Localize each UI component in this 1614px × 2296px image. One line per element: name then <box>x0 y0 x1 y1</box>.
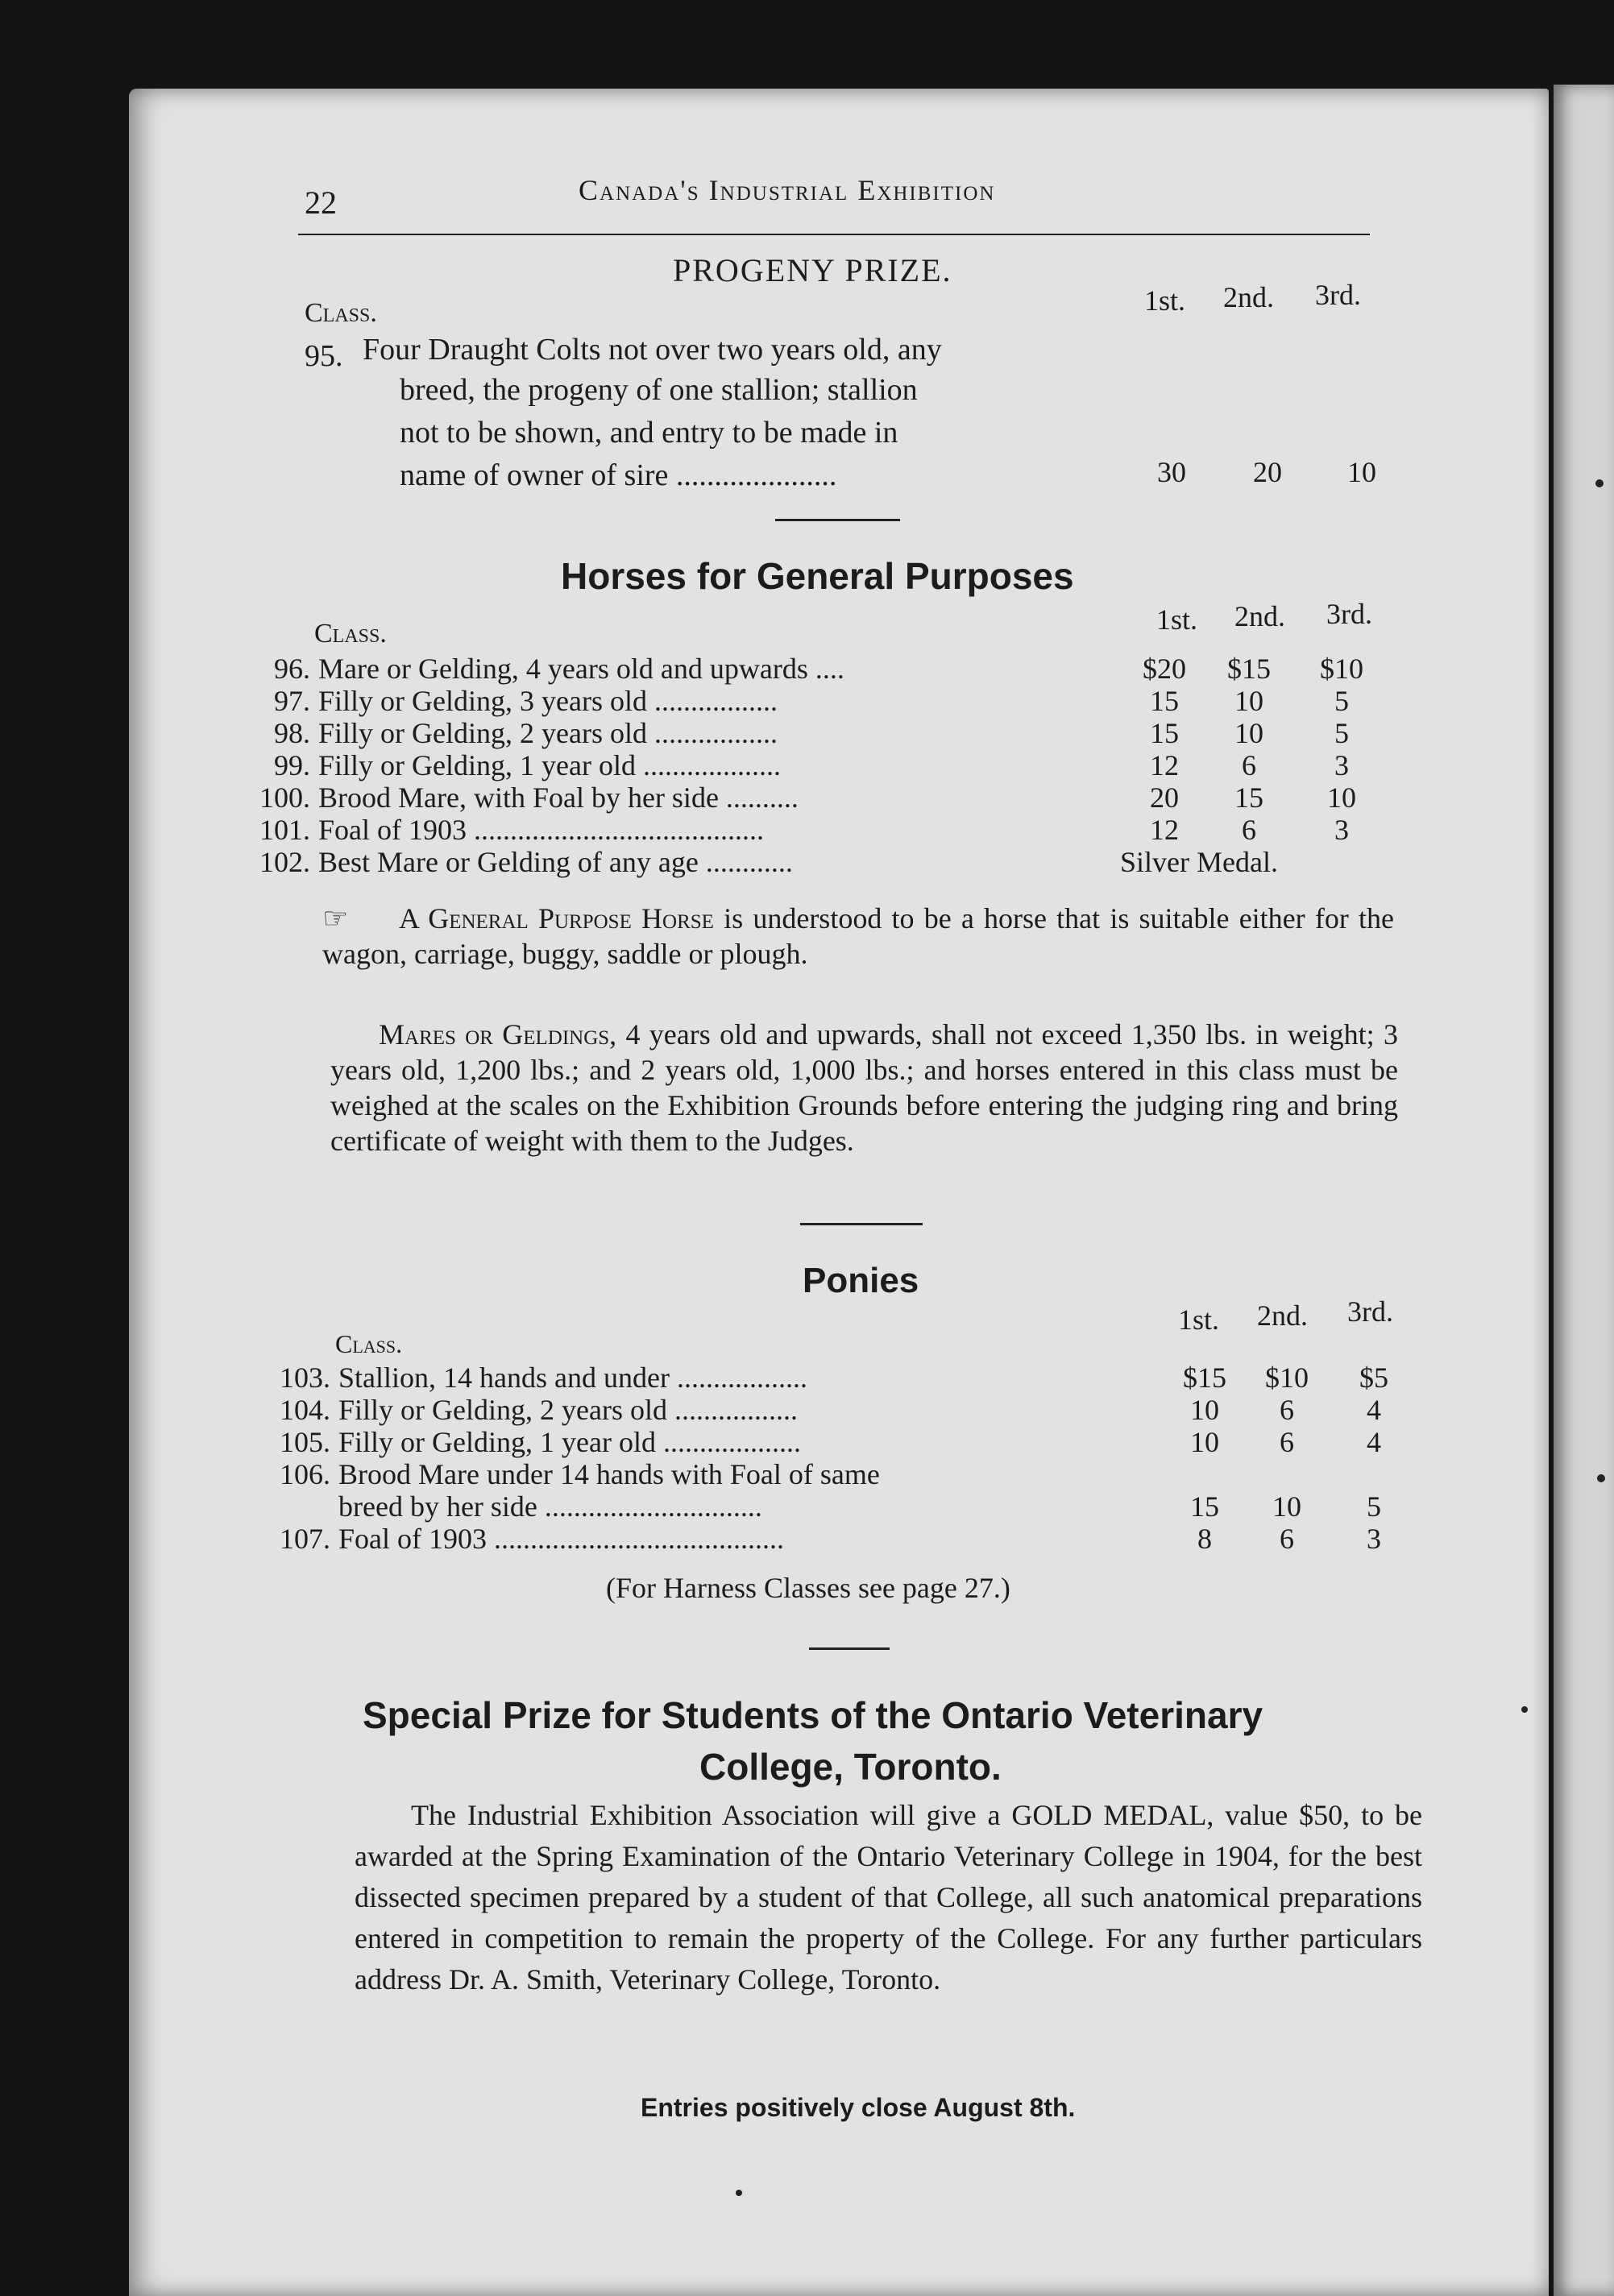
class-description: Filly or Gelding, 1 year old ................... <box>338 1426 801 1458</box>
class-description: Best Mare or Gelding of any age ............ <box>318 846 793 878</box>
class-description: Brood Mare under 14 hands with Foal of same <box>338 1458 880 1490</box>
class-description: Foal of 1903 ........................................ <box>338 1523 784 1555</box>
prize-2nd: 10 <box>1234 717 1263 749</box>
prize-3rd: 5 <box>1334 685 1349 717</box>
progeny-line-2: breed, the progeny of one stallion; stallion <box>400 373 918 407</box>
prize-row <box>242 748 1349 783</box>
progeny-prize-2nd: 20 <box>1253 456 1282 488</box>
prize-1st: 12 <box>1150 814 1179 846</box>
prize-1st: Silver Medal. <box>1120 846 1278 878</box>
class-description: Mare or Gelding, 4 years old and upwards .... <box>318 653 844 685</box>
class-number: 99. <box>274 749 310 781</box>
class-number: 101. <box>259 814 310 846</box>
ponies-col-3rd: 3rd. <box>1347 1295 1393 1328</box>
progeny-class-label: Class. <box>305 298 377 328</box>
class-number: 103. <box>280 1361 330 1394</box>
prize-3rd: 3 <box>1367 1523 1381 1555</box>
prize-1st: 10 <box>1190 1394 1219 1426</box>
scan-speck <box>1597 1474 1605 1482</box>
class-number: 105. <box>280 1426 330 1458</box>
progeny-line-3: not to be shown, and entry to be made in <box>400 416 898 450</box>
class-number: 96. <box>274 653 310 685</box>
running-title: Canada's Industrial Exhibition <box>579 174 996 206</box>
prize-2nd: 6 <box>1242 814 1256 846</box>
section-divider-2 <box>800 1223 923 1225</box>
prize-3rd: $10 <box>1320 653 1363 685</box>
class-number: 102. <box>259 846 310 878</box>
prize-2nd: 6 <box>1242 749 1256 781</box>
class-number: 107. <box>280 1523 330 1555</box>
closing-notice: Entries positively close August 8th. <box>641 2093 1076 2122</box>
class-description: Filly or Gelding, 3 years old ................. <box>318 685 778 717</box>
section-divider-3 <box>809 1647 890 1650</box>
special-title-line-1: Special Prize for Students of the Ontario Veterinary <box>363 1694 1263 1736</box>
prize-1st: 15 <box>1190 1490 1219 1523</box>
prize-3rd: 4 <box>1367 1426 1381 1458</box>
ponies-class-label: Class. <box>335 1329 403 1358</box>
class-number: 98. <box>274 717 310 749</box>
special-title-line-2: College, Toronto. <box>699 1746 1002 1788</box>
scan-speck <box>736 2190 742 2196</box>
class-description: Filly or Gelding, 1 year old ................... <box>318 749 781 781</box>
progeny-col-3rd: 3rd. <box>1315 279 1361 311</box>
progeny-col-1st: 1st. <box>1144 284 1186 317</box>
prize-1st: 10 <box>1190 1426 1219 1458</box>
general-col-3rd: 3rd. <box>1326 598 1372 630</box>
class-description: Filly or Gelding, 2 years old ................. <box>318 717 778 749</box>
prize-3rd: 3 <box>1334 749 1349 781</box>
ponies-col-2nd: 2nd. <box>1257 1299 1308 1332</box>
progeny-class-number: 95. <box>305 339 343 373</box>
weights-body: 4 years old and upwards, shall not exceed 1,350 lbs. in weight; 3 years old, 1,200 lbs.; and 2 years old, 1,000 lbs.; and horses entered in this class must be weighed at the scales on the Exhibition Grounds before entering the judging ring and bring certificate of weight with them to the Judges. <box>330 1018 1398 1157</box>
prize-1st: 20 <box>1150 781 1179 814</box>
class-description: Filly or Gelding, 2 years old ................. <box>338 1394 798 1426</box>
prize-2nd: 10 <box>1272 1490 1301 1523</box>
prize-2nd: 6 <box>1280 1523 1294 1555</box>
facing-page-edge <box>1554 85 1614 2296</box>
special-body <box>355 1795 1422 2000</box>
prize-3rd: 10 <box>1327 781 1356 814</box>
prize-3rd: 3 <box>1334 814 1349 846</box>
weights-paragraph <box>330 1017 1398 1158</box>
class-description: breed by her side .............................. <box>338 1490 762 1523</box>
prize-row <box>262 1521 1381 1556</box>
progeny-prize-3rd: 10 <box>1347 456 1376 488</box>
scan-speck <box>1595 479 1604 487</box>
prize-row <box>242 715 1349 751</box>
prize-2nd: 15 <box>1234 781 1263 814</box>
prize-1st: 15 <box>1150 685 1179 717</box>
class-number: 100. <box>259 781 310 814</box>
prize-row <box>262 1457 1358 1492</box>
note-body: is understood to be a horse that is suitable either for the wagon, carriage, buggy, saddle or plough. <box>322 902 1394 970</box>
prize-2nd: 10 <box>1234 685 1263 717</box>
prize-3rd: 4 <box>1367 1394 1381 1426</box>
scan-speck <box>1521 1706 1528 1713</box>
prize-1st: $20 <box>1143 653 1186 685</box>
prize-1st: $15 <box>1183 1361 1226 1394</box>
note-lead: A General Purpose Horse <box>399 902 714 935</box>
page-number: 22 <box>305 184 337 221</box>
general-purpose-note <box>322 901 1394 972</box>
prize-1st: 8 <box>1197 1523 1212 1555</box>
general-col-2nd: 2nd. <box>1234 600 1285 632</box>
prize-2nd: $15 <box>1227 653 1271 685</box>
class-number: 106. <box>280 1458 330 1490</box>
prize-row <box>242 844 1338 880</box>
weights-lead: Mares or Geldings, <box>379 1018 617 1051</box>
prize-row <box>262 1392 1381 1428</box>
prize-row <box>242 812 1349 848</box>
progeny-title: PROGENY PRIZE. <box>673 252 952 288</box>
prize-3rd: 5 <box>1367 1490 1381 1523</box>
prize-1st: 15 <box>1150 717 1179 749</box>
prize-1st: 12 <box>1150 749 1179 781</box>
prize-row <box>242 780 1356 815</box>
progeny-line-1: Four Draught Colts not over two years old, any <box>363 333 942 367</box>
pointing-hand-icon: ☞ <box>322 902 349 935</box>
progeny-col-2nd: 2nd. <box>1223 281 1274 313</box>
class-description: Brood Mare, with Foal by her side .......... <box>318 781 799 814</box>
prize-2nd: 6 <box>1280 1426 1294 1458</box>
ponies-title: Ponies <box>803 1261 919 1300</box>
prize-row <box>262 1424 1381 1460</box>
general-purposes-title: Horses for General Purposes <box>561 555 1074 597</box>
general-col-1st: 1st. <box>1156 603 1198 636</box>
section-divider-1 <box>775 519 900 521</box>
prize-row <box>242 651 1363 686</box>
harness-note: (For Harness Classes see page 27.) <box>606 1572 1010 1604</box>
prize-2nd: $10 <box>1265 1361 1309 1394</box>
prize-3rd: 5 <box>1334 717 1349 749</box>
prize-row <box>242 683 1349 719</box>
ponies-col-1st: 1st. <box>1178 1303 1220 1336</box>
class-description: Foal of 1903 ........................................ <box>318 814 764 846</box>
progeny-line-4: name of owner of sire ..................... <box>400 458 837 492</box>
prize-3rd: $5 <box>1359 1361 1388 1394</box>
prize-row <box>262 1489 1381 1524</box>
progeny-prize-1st: 30 <box>1157 456 1186 488</box>
class-description: Stallion, 14 hands and under .................. <box>338 1361 807 1394</box>
special-body-text: The Industrial Exhibition Association will give a GOLD MEDAL, value $50, to be awarded at the Spring Examination of the Ontario Veterinary College in 1904, for the best dissected specimen prepared by a student of that College, all such anatomical preparations entered in competition to remain the property of the College. For any further particulars address Dr. A. Smith, Veterinary College, Toronto. <box>355 1799 1422 1996</box>
header-rule <box>298 234 1370 235</box>
general-class-label: Class. <box>314 619 387 649</box>
prize-2nd: 6 <box>1280 1394 1294 1426</box>
prize-row <box>262 1360 1388 1395</box>
class-number: 97. <box>274 685 310 717</box>
class-number: 104. <box>280 1394 330 1426</box>
